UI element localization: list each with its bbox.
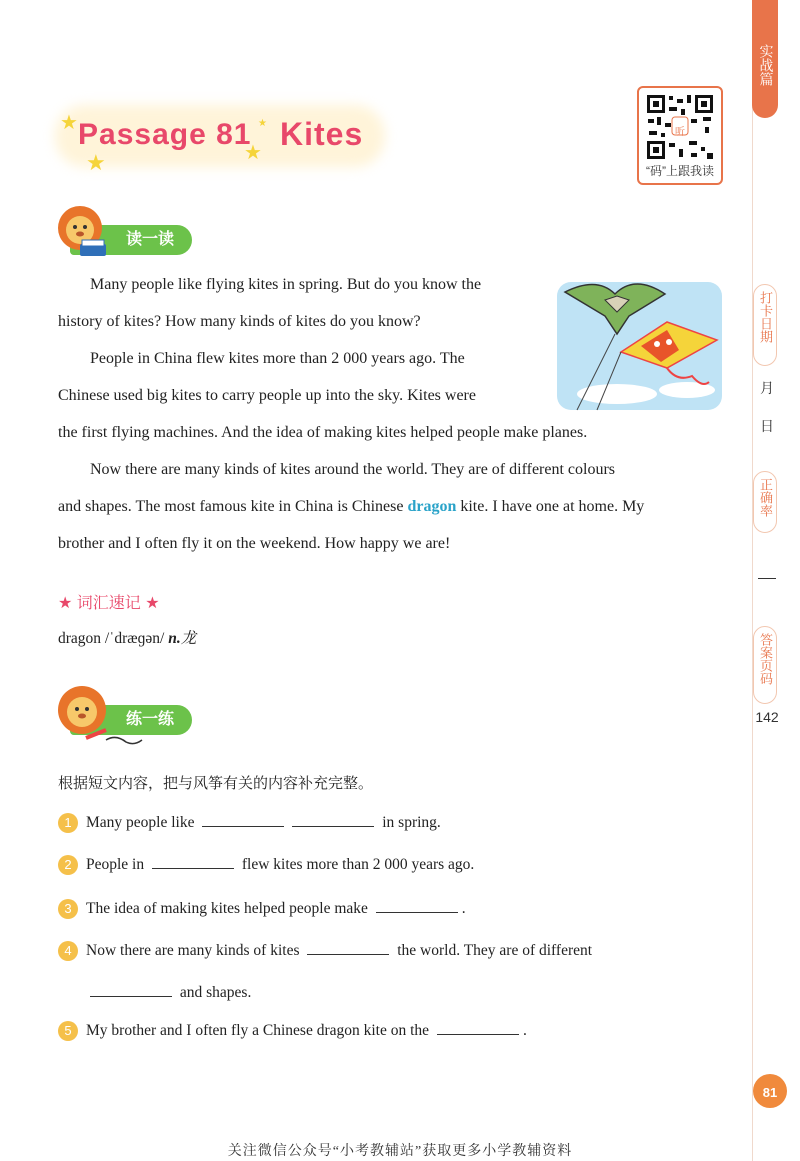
answer-blank[interactable] <box>90 980 172 997</box>
question-number: 2 <box>58 855 78 875</box>
checkin-date-text: 打卡日期 <box>758 291 773 343</box>
exercise-instruction: 根据短文内容，把与风筝有关的内容补充完整。 <box>58 776 374 792</box>
vocab-heading: ★ 词汇速记 ★ <box>58 595 160 612</box>
question-text: in spring. <box>382 814 441 831</box>
section-tab <box>752 0 778 118</box>
question-text: . <box>461 900 466 917</box>
answer-page-text: 答案页码 <box>758 633 773 685</box>
answer-blank[interactable] <box>292 810 374 827</box>
question-2 <box>58 852 474 877</box>
star-decoration: ★ <box>86 150 106 175</box>
question-number: 4 <box>58 941 78 961</box>
paragraph-3-line-1: Now there are many kinds of kites around the world. They are of different colours <box>90 461 616 478</box>
accuracy-label <box>753 471 777 533</box>
paragraph-2-line-1: People in China flew kites more than 2 000 years ago. The <box>90 350 465 367</box>
qr-code[interactable] <box>637 86 723 185</box>
answer-blank[interactable] <box>202 810 284 827</box>
paragraph-3-text: and shapes. The most famous kite in China is Chinese <box>58 498 404 515</box>
day-label: 日 <box>760 418 774 434</box>
answer-blank[interactable] <box>437 1018 519 1035</box>
question-text: The idea of making kites helped people make <box>86 900 368 917</box>
question-text: Many people like <box>86 814 195 831</box>
read-section-banner: 读一读 <box>70 225 192 255</box>
paragraph-2-line-3: the first flying machines. And the idea of making kites helped people make planes. <box>58 424 588 441</box>
paragraph-2-line-2: Chinese used big kites to carry people up into the sky. Kites were <box>58 387 476 404</box>
kite-illustration <box>557 272 722 412</box>
question-number: 3 <box>58 899 78 919</box>
question-4-line-2 <box>86 980 251 1005</box>
lion-writing-icon <box>56 682 146 746</box>
star-decoration: ★ <box>244 142 262 164</box>
qr-caption: “码”上跟我读 <box>646 164 714 178</box>
paragraph-1-line-1: Many people like flying kites in spring. But do you know the <box>90 276 482 293</box>
passage-number: Passage 81 <box>78 118 252 151</box>
paragraph-3-text: kite. I have one at home. My <box>460 498 645 515</box>
footer-note: 关注微信公众号“小考教辅站”获取更多小学教辅资料 <box>227 1144 573 1159</box>
question-3 <box>58 896 466 921</box>
vocab-phonetic: /ˈdræɡən/ <box>104 630 165 647</box>
vocab-entry <box>58 626 196 648</box>
answer-blank[interactable] <box>307 938 389 955</box>
practice-section-banner: 练一练 <box>70 705 192 735</box>
accuracy-divider <box>758 578 776 579</box>
month-label: 月 <box>760 380 774 396</box>
paragraph-3-line-2 <box>58 488 644 525</box>
vocab-word: dragon <box>58 630 102 647</box>
question-text: and shapes. <box>179 984 252 1001</box>
star-decoration: ★ <box>60 112 78 134</box>
question-text: the world. They are of different <box>397 942 593 959</box>
question-1 <box>58 810 441 835</box>
page-title: Kites <box>280 116 364 152</box>
answer-page-label <box>753 626 777 704</box>
question-number: 5 <box>58 1021 78 1041</box>
section-tab-label: 实战篇 <box>757 44 773 86</box>
question-text: People in <box>86 856 145 873</box>
page-number: 81 <box>753 1074 787 1108</box>
side-divider <box>752 0 753 1161</box>
checkin-date-label <box>753 284 777 366</box>
question-text: flew kites more than 2 000 years ago. <box>241 856 475 873</box>
paragraph-3-line-3: brother and I often fly it on the weekend. How happy we are! <box>58 535 451 552</box>
question-5 <box>58 1018 527 1043</box>
qr-listen-label: 听 <box>675 127 685 138</box>
answer-blank[interactable] <box>376 896 458 913</box>
lion-reading-icon <box>56 204 110 264</box>
answer-page-number: 142 <box>755 709 779 725</box>
question-text: My brother and I often fly a Chinese dragon kite on the <box>86 1022 430 1039</box>
accuracy-text: 正确率 <box>758 478 773 517</box>
star-decoration: ★ <box>258 118 267 129</box>
highlighted-word: dragon <box>407 498 457 515</box>
question-text: . <box>522 1022 527 1039</box>
vocab-meaning: 龙 <box>180 630 197 647</box>
question-text: Now there are many kinds of kites <box>86 942 300 959</box>
question-4 <box>58 938 592 963</box>
vocab-pos: n. <box>168 630 181 647</box>
question-number: 1 <box>58 813 78 833</box>
answer-blank[interactable] <box>152 852 234 869</box>
paragraph-1-line-2: history of kites? How many kinds of kites do you know? <box>58 313 421 330</box>
